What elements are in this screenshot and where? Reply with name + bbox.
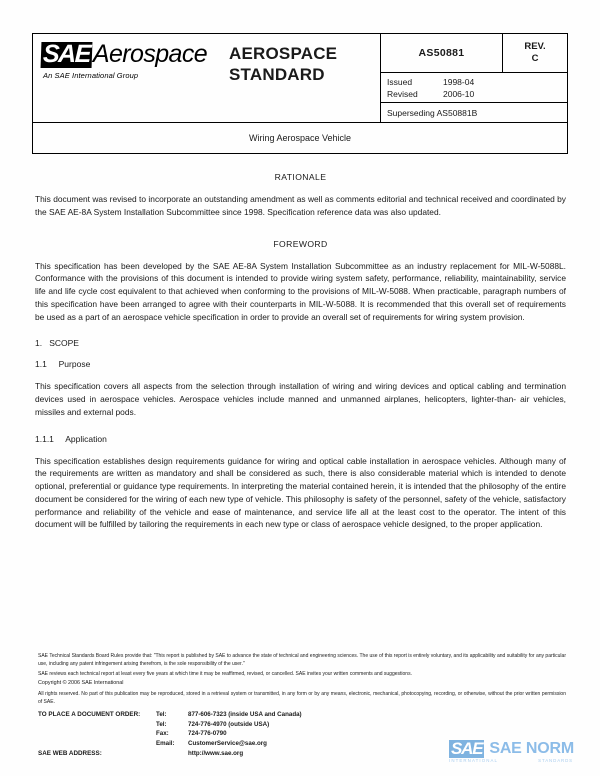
footer-board-rules: SAE Technical Standards Board Rules provide that: "This report is published by SAE to advance the state of technical and engineering sciences. The use of this report is entirely voluntary, and its applicability and suitability for any particular use, including any patent infringement arising therefrom, is the sole responsibility of the user." xyxy=(38,653,566,667)
scope-section-heading xyxy=(35,338,566,348)
order-label-spacer xyxy=(38,729,156,739)
document-type-cell xyxy=(215,34,381,122)
scope-section-number: 1. xyxy=(35,338,43,349)
contact-value: 724-776-0790 xyxy=(188,730,227,738)
docnumber-rev-row xyxy=(381,34,567,73)
scope-section-title: SCOPE xyxy=(49,338,79,349)
sae-logo-word: Aerospace xyxy=(92,40,208,68)
revised-row xyxy=(387,88,567,100)
sae-norm-mark-icon: SAE xyxy=(451,739,483,759)
purpose-section-number: 1.1 xyxy=(35,359,47,370)
order-row xyxy=(38,720,566,730)
footer-rights-reserved: All rights reserved. No part of this publication may be reproduced, stored in a retrieval system or transmitted, in any form or by any means, electronic, mechanical, photocopying, recording, or otherwise, without the prior written permission of SAE. xyxy=(38,691,566,705)
contact-value: 724-776-4970 (outside USA) xyxy=(188,720,270,728)
sae-norm-subtext-row xyxy=(449,758,579,763)
revision-value: C xyxy=(531,53,539,64)
revised-label: Revised xyxy=(387,89,418,100)
web-address-label: SAE WEB ADDRESS: xyxy=(38,749,102,757)
foreword-paragraph: This specification has been developed by the SAE AE-8A System Installation Subcommittee as an industry replacement for MIL-W-5088L. Conformance with the provisions of this document is intended to provide wiring system safety, performance, reliability, maintainability, service life and life cycle cost equivalent to that achieved when conforming to the provisions of MIL-W-5088. When practicable, paragraph numbers of this specification have been arranged to agree with their counterparts in MIL-W-5088. It is recommended that this overall set of requirements be used as a part of an aerospace vehicle specification in order to provide an overall set of requirements for wiring system provision. xyxy=(35,260,566,322)
rationale-paragraph: This document was revised to incorporate an outstanding amendment as well as comments editorial and technical received and coordinated by the SAE AE-8A System Installation Subcommittee since 1998. Specification reference data was also updated. xyxy=(35,194,566,217)
web-address-value[interactable]: http://www.sae.org xyxy=(188,749,244,757)
document-type-line-2: STANDARD xyxy=(229,64,325,84)
order-label: TO PLACE A DOCUMENT ORDER: xyxy=(38,711,141,718)
web-key-spacer xyxy=(156,749,188,759)
sae-norm-sub-left: INTERNATIONAL xyxy=(449,758,499,763)
sae-norm-text: SAE NORM xyxy=(489,740,574,757)
standard-header-table xyxy=(32,33,568,154)
contact-key: Email: xyxy=(156,739,175,747)
sae-norm-watermark xyxy=(449,740,579,770)
contact-key: Fax: xyxy=(156,730,169,738)
sae-logo-subtitle: An SAE International Group xyxy=(43,71,139,80)
contact-key: Tel: xyxy=(156,720,167,728)
order-row xyxy=(38,729,566,739)
revision-label: REV. xyxy=(524,41,546,53)
order-row xyxy=(38,710,566,720)
contact-key: Tel: xyxy=(156,711,167,718)
purpose-section-heading xyxy=(35,359,566,369)
footer-copyright: Copyright © 2006 SAE International xyxy=(38,680,124,686)
application-paragraph: This specification establishes design requirements guidance for wiring and optical cable installation in aerospace vehicles. Although many of the requirements are written as mandatory and shall be considered as such, there is also considerable material which is intended to denote optional, preferential or guidance type requirements. In interpreting the material contained herein, it is intended that the philosophy of the entire document be considered for the wiring of each new type of vehicle. This philosophy is safety of the personnel, safety of the vehicle, satisfactory performance and reliability of the vehicle and ease of maintenance, and service life all at the least cost to the operator. The intent of this document will be fulfilled by tailoring the requirements in each new type or class of aerospace vehicle designed, to the proper application. xyxy=(35,455,566,530)
dates-cell xyxy=(381,73,567,103)
purpose-paragraph: This specification covers all aspects from the selection through installation of wiring and wiring devices and optical cabling and termination devices used in aerospace vehicles. Aerospace vehicles include manned and unmanned airplanes, helicopters, lighter-than- air vehicles, missiles and external pods. xyxy=(35,381,566,417)
order-label-spacer xyxy=(38,739,156,749)
sae-logo xyxy=(41,40,215,69)
foreword-heading: FOREWORD xyxy=(273,238,328,249)
application-section-number: 1.1.1 xyxy=(35,433,54,444)
header-top-row xyxy=(33,34,567,122)
sae-logo-mark: SAE xyxy=(42,40,91,68)
sae-norm-logo-row xyxy=(449,740,579,758)
application-section-heading xyxy=(35,434,566,444)
document-number: AS50881 xyxy=(381,34,503,72)
order-label-spacer xyxy=(38,720,156,730)
sae-norm-sub-right: STANDARDS xyxy=(538,758,573,763)
document-body xyxy=(35,172,566,543)
issued-value: 1998-04 xyxy=(443,77,475,87)
application-section-title: Application xyxy=(65,433,107,444)
sae-aerospace-logo-cell xyxy=(33,34,215,122)
purpose-section-title: Purpose xyxy=(58,359,91,370)
superseding-cell: Superseding AS50881B xyxy=(387,108,478,118)
issued-row xyxy=(387,76,567,88)
issued-label: Issued xyxy=(387,77,413,87)
subject-title-row: Wiring Aerospace Vehicle xyxy=(33,122,567,153)
revised-value: 2006-10 xyxy=(443,89,475,100)
contact-value: 877-606-7323 (inside USA and Canada) xyxy=(188,711,302,718)
revision-cell xyxy=(503,34,567,72)
footer-review-note: SAE reviews each technical report at least every five years at which time it may be reaffirmed, revised, or cancelled. SAE invites your written comments and suggestions. xyxy=(38,671,412,677)
document-type-line-1: AEROSPACE xyxy=(229,44,338,63)
contact-email[interactable]: CustomerService@sae.org xyxy=(188,739,267,747)
rationale-heading: RATIONALE xyxy=(274,172,327,182)
header-right-column xyxy=(381,34,567,122)
